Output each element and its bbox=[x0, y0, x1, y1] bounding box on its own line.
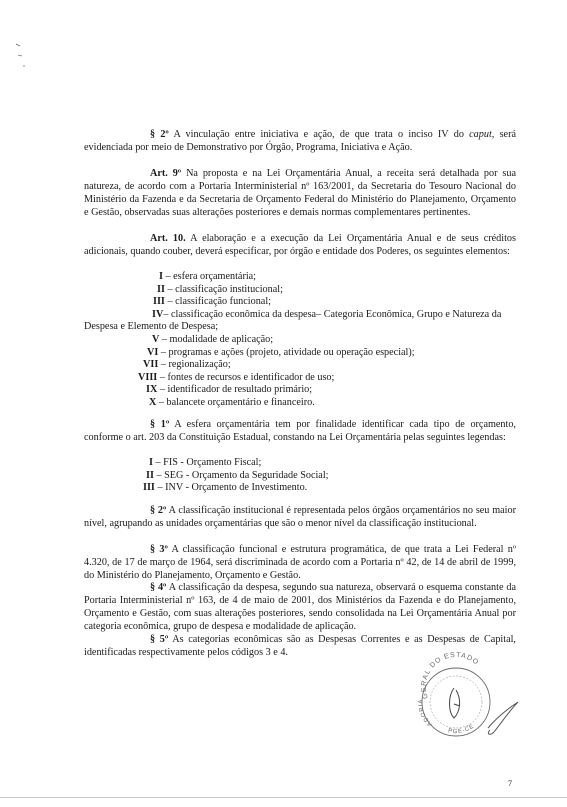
paragraph-5-categorias: § 5º As categorias econômicas são as Despesas Correntes e as Despesas de Capital, identificadas respectivamente pelos códigos 3 e 4. bbox=[84, 634, 516, 658]
article-lead: Art. 10. bbox=[150, 233, 186, 244]
stamp-text-top: GERAL DO ESTADO bbox=[420, 651, 481, 700]
paragraph-1-esfera: § 1º A esfera orçamentária tem por finalidade identificar cada tipo de orçamento, conforme o art. 203 da Constituição Estadual, constando na Lei Orçamentária pelas seguintes legendas: bbox=[84, 419, 516, 443]
svg-text:ADORIA bbox=[418, 699, 433, 727]
paragraph-3-funcional: § 3º A classificação funcional e estrutura programática, de que trata a Lei Federal nº 4.320, de 17 de março de 1964, será discriminada de acordo com a Portaria nº 42, de 14 de abril de 1999, do Ministério do Planejamento, Orçamento e Gestão. bbox=[84, 544, 516, 581]
list-item-continuation: Despesa e Elemento de Despesa; bbox=[84, 321, 219, 333]
list-item: III – classificação funcional; bbox=[153, 296, 271, 308]
list-item: X – balancete orçamentário e financeiro. bbox=[149, 397, 315, 408]
official-stamp-with-signature bbox=[410, 646, 525, 746]
page-bottom-border bbox=[0, 797, 567, 798]
paragraph-lead: § 2º bbox=[150, 505, 167, 516]
scan-specks bbox=[14, 42, 34, 72]
article-10: Art. 10. A elaboração e a execução da Lei Orçamentária Anual e de seus créditos adicionais, quando couber, deverá especificar, por órgão e entidade dos Poderes, os seguintes elementos: bbox=[84, 233, 516, 257]
list-item: VII – regionalização; bbox=[143, 359, 231, 371]
list-item: II – classificação institucional; bbox=[157, 283, 283, 295]
paragraph-4-despesa: § 4º A classificação da despesa, segundo sua natureza, observará o esquema constante da Portaria Interministerial nº 163, de 4 de maio de 2001, dos Ministérios da Fazenda e do Planejamento, Orçamento e Gestão, com suas alterações posteriores, sendo consolidada na Lei Orçamentária Anual por categoria econômica, grupo de despesa e modalidade de aplicação. bbox=[84, 582, 516, 632]
stamp-text-bottom: PGE-CE bbox=[447, 723, 476, 736]
paragraph-lead: § 3º bbox=[150, 544, 168, 555]
list-item: I – esfera orçamentária; bbox=[159, 271, 257, 282]
list-item: IV– classificação econômica da despesa– Categoria Econômica, Grupo e Natureza da bbox=[152, 308, 502, 320]
page-number: 7 bbox=[508, 779, 512, 788]
list-item: I – FIS - Orçamento Fiscal; bbox=[149, 457, 262, 468]
svg-text:GERAL DO ESTADO bbox=[421, 652, 480, 700]
list-item: IX – identificador de resultado primário; bbox=[146, 384, 313, 396]
stamp-text-left: ADORIA bbox=[418, 698, 434, 727]
paragraph-lead: § 4º bbox=[150, 582, 167, 593]
paragraph-lead: § 2º bbox=[150, 129, 169, 140]
paragraph-2-vinculacao: § 2º A vinculação entre iniciativa e ação, de que trata o inciso IV do caput, será evidenciada por meio de Demonstrativo por Órgão, Programa, Iniciativa e Ação. bbox=[84, 129, 516, 153]
list-item: VI – programas e ações (projeto, atividade ou operação especial); bbox=[147, 346, 415, 358]
svg-text:PGE-CE bbox=[448, 723, 476, 735]
list-item: V – modalidade de aplicação; bbox=[152, 334, 274, 345]
article-lead: Art. 9º bbox=[150, 168, 182, 179]
paragraph-lead: § 1º bbox=[150, 419, 170, 430]
list-item: VIII – fontes de recursos e identificador de uso; bbox=[138, 371, 335, 383]
paragraph-2-institucional: § 2º A classificação institucional é representada pelos órgãos orçamentários no seu maior nível, agrupando as unidades orçamentárias que são o menor nível da classificação institucional. bbox=[84, 505, 516, 529]
paragraph-lead: § 5º bbox=[150, 634, 169, 645]
list-item: II – SEG - Orçamento da Seguridade Social; bbox=[146, 469, 329, 481]
list-item: III – INV - Orçamento de Investimento. bbox=[143, 482, 308, 494]
article-9: Art. 9º Na proposta e na Lei Orçamentária Anual, a receita será detalhada por sua natureza, de acordo com a Portaria Interministerial nº 163/2001, da Secretaria do Tesouro Nacional do Ministério da Fazenda e da Secretaria de Orçamento Federal do Ministério do Planejamento, Orçamento e Gestão, observadas suas alterações posteriores e demais normas complementares pertinentes. bbox=[84, 168, 516, 218]
